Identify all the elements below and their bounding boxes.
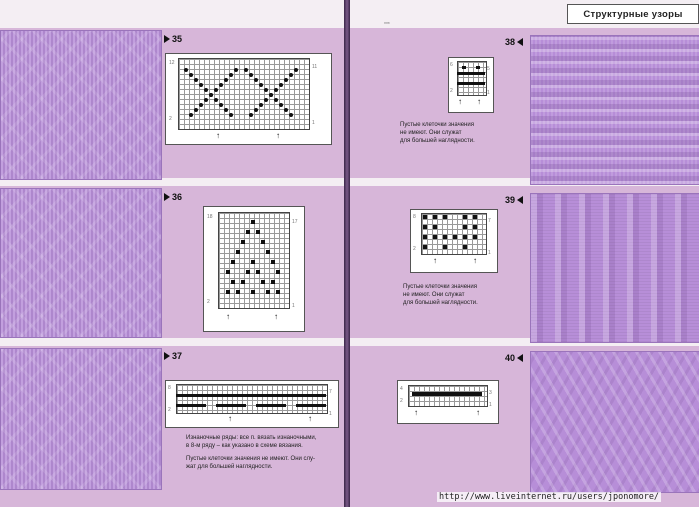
chart-40 xyxy=(397,380,499,424)
chart-symbols-39 xyxy=(421,213,485,253)
up-arrow-icon: ↑ xyxy=(216,131,220,140)
note-line: Изнаночные ряды: все п. вязать изнаночными, xyxy=(186,435,317,441)
note-line: Пустые клеточки значения не имеют. Они слу- xyxy=(186,456,316,462)
pattern-number-39 xyxy=(505,195,523,205)
chart-39 xyxy=(410,209,498,273)
note-line: для большей наглядности. xyxy=(403,300,478,306)
left-page xyxy=(0,0,344,507)
up-arrow-icon: ↑ xyxy=(458,97,462,106)
row-label: 8 xyxy=(413,214,416,220)
up-arrow-icon: ↑ xyxy=(477,97,481,106)
knit-swatch-37 xyxy=(0,348,162,490)
row-label: 1 xyxy=(488,250,491,256)
chart-symbols-36 xyxy=(218,212,288,307)
pattern-number-38 xyxy=(505,37,523,47)
chart-symbols-37 xyxy=(176,384,326,412)
note-line: не имеют. Они служат xyxy=(400,130,462,136)
pattern-number-37 xyxy=(164,351,182,361)
chart-38 xyxy=(448,57,494,113)
row-label: 7 xyxy=(329,389,332,395)
row-label: 2 xyxy=(168,407,171,413)
note-line: для большей наглядности. xyxy=(400,138,475,144)
row-label: 7 xyxy=(488,218,491,224)
row-label: 2 xyxy=(400,398,403,404)
up-arrow-icon: ↑ xyxy=(473,256,477,265)
pattern-number-40 xyxy=(505,353,523,363)
pattern-number-label: 36 xyxy=(172,192,183,202)
pattern-number-label: 35 xyxy=(172,34,183,44)
row-label: 2 xyxy=(413,246,416,252)
up-arrow-icon: ↑ xyxy=(228,414,232,423)
pattern-number-label: 40 xyxy=(505,353,516,363)
row-label: 5 xyxy=(487,66,490,72)
row-label: 12 xyxy=(169,60,175,66)
note-line: Пустые клеточки значения xyxy=(403,284,477,290)
knit-swatch-38 xyxy=(530,35,699,185)
right-page xyxy=(350,0,699,507)
chart-37 xyxy=(165,380,339,428)
marker-icon xyxy=(164,352,170,360)
source-url: http://www.liveinternet.ru/users/jponomore/ xyxy=(439,492,660,502)
chart-symbols-35 xyxy=(178,58,308,128)
knit-swatch-35 xyxy=(0,30,162,180)
row-label: 3 xyxy=(489,390,492,396)
row-label: 8 xyxy=(168,385,171,391)
page-number: *** xyxy=(384,22,390,28)
pattern-number-label: 39 xyxy=(505,195,516,205)
chart-symbols-38 xyxy=(457,61,485,94)
row-label: 2 xyxy=(169,116,172,122)
up-arrow-icon: ↑ xyxy=(414,408,418,417)
marker-icon xyxy=(517,38,523,46)
pattern-number-label: 38 xyxy=(505,37,516,47)
row-label: 4 xyxy=(400,386,403,392)
note-38 xyxy=(400,121,515,145)
note-line: жат для большей наглядности. xyxy=(186,464,273,470)
pattern-number-label: 37 xyxy=(172,351,183,361)
up-arrow-icon: ↑ xyxy=(308,414,312,423)
chart-symbols-40 xyxy=(408,385,486,405)
up-arrow-icon: ↑ xyxy=(226,312,230,321)
note-37 xyxy=(186,434,341,471)
chart-36 xyxy=(203,206,305,332)
marker-icon xyxy=(164,193,170,201)
marker-icon xyxy=(517,354,523,362)
note-line: в 8-м ряду – как указано в схеме вязания. xyxy=(186,443,303,449)
note-39 xyxy=(403,283,518,307)
row-label: 1 xyxy=(329,411,332,417)
knit-swatch-36 xyxy=(0,188,162,338)
row-label: 2 xyxy=(450,88,453,94)
row-label: 1 xyxy=(292,303,295,309)
row-label: 1 xyxy=(489,402,492,408)
knit-swatch-40 xyxy=(530,351,699,493)
row-label: 17 xyxy=(292,219,298,225)
up-arrow-icon: ↑ xyxy=(433,256,437,265)
chart-35 xyxy=(165,53,332,145)
page-header: Структурные узоры xyxy=(567,4,699,24)
row-label: 2 xyxy=(207,299,210,305)
row-label: 1 xyxy=(312,120,315,126)
row-label: 11 xyxy=(312,64,318,70)
row-label: 18 xyxy=(207,214,213,220)
up-arrow-icon: ↑ xyxy=(476,408,480,417)
marker-icon xyxy=(517,196,523,204)
pattern-number-35 xyxy=(164,34,182,44)
row-label: 1 xyxy=(487,90,490,96)
marker-icon xyxy=(164,35,170,43)
up-arrow-icon: ↑ xyxy=(274,312,278,321)
knit-swatch-39 xyxy=(530,193,699,343)
note-line: Пустые клеточки значения xyxy=(400,122,474,128)
note-line: не имеют. Они служат xyxy=(403,292,465,298)
up-arrow-icon: ↑ xyxy=(276,131,280,140)
row-label: 6 xyxy=(450,62,453,68)
pattern-number-36 xyxy=(164,192,182,202)
